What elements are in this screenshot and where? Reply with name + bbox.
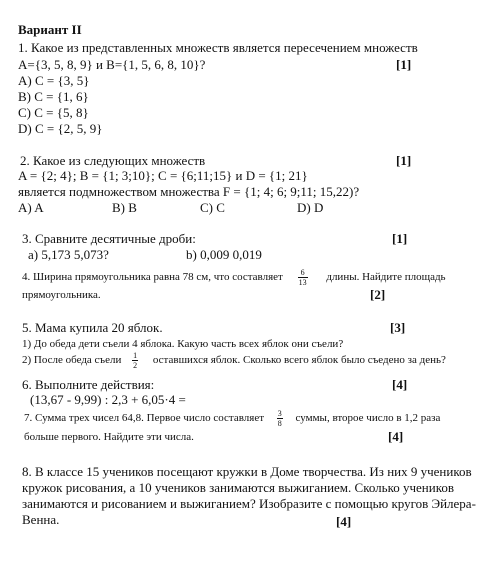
q7-line-2: больше первого. Найдите эти числа.	[24, 431, 194, 443]
q3-line-1: 3. Сравните десятичные дроби:	[22, 231, 196, 246]
q1-line-2: A={3, 5, 8, 9} и B={1, 5, 6, 8, 10}?	[18, 57, 206, 72]
q5-fraction-numerator: 1	[133, 351, 138, 360]
variant-title: Вариант II	[18, 22, 82, 37]
q2-line-3: является подмножеством множества F = {1; 4; 6; 9;11; 15,22)?	[18, 184, 360, 199]
q7-text-pre: 7. Сумма трех чисел 64,8. Первое число составляет	[24, 412, 265, 425]
q4-fraction-denominator: 13	[298, 278, 307, 287]
q3-marks: [1]	[392, 231, 408, 246]
q2-line-1: 2. Какое из следующих множеств	[20, 153, 206, 168]
q4-line-1	[22, 268, 446, 287]
q5-sub-1: 1) До обеда дети съели 4 яблока. Какую часть всех яблок они съели?	[22, 338, 344, 350]
q7-line-1	[24, 409, 440, 428]
q5-fraction-denominator: 2	[133, 361, 138, 370]
q2-line-2: A = {2; 4}; B = {1; 3;10}; C = {6;11;15} и D = {1; 21}	[18, 168, 308, 183]
q8-line-1: 8. В классе 15 учеников посещают кружки в Доме творчества. Из них 9 учеников	[22, 464, 472, 479]
q8-marks: [4]	[336, 514, 352, 529]
q4-line-2: прямоугольника.	[22, 289, 101, 301]
q8-line-3: занимаются и рисованием и выжиганием? Изобразите с помощью кругов Эйлера-	[22, 496, 476, 511]
q5-fraction	[132, 351, 138, 370]
q7-fraction-denominator: 8	[277, 419, 282, 428]
q2-option-b: B) B	[112, 200, 137, 215]
q2-marks: [1]	[396, 153, 412, 168]
q1-marks: [1]	[396, 57, 412, 72]
q4-fraction-numerator: 6	[298, 268, 308, 278]
q8-line-2: кружок рисования, а 10 учеников занимаются выжиганием. Сколько учеников	[22, 480, 455, 495]
q1-option-b: B) C = {1, 6}	[18, 89, 89, 104]
q1-option-a: A) C = {3, 5}	[18, 73, 90, 88]
q5-sub-2	[22, 351, 446, 370]
q7-marks: [4]	[388, 429, 404, 444]
q4-fraction	[298, 268, 308, 287]
q6-marks: [4]	[392, 377, 408, 392]
q3-item-a: a) 5,173 5,073?	[28, 247, 109, 262]
q2-option-a: A) A	[18, 200, 44, 215]
q3-item-b: b) 0,009 0,019	[186, 247, 262, 262]
q6-expression: (13,67 - 9,99) : 2,3 + 6,05·4 =	[30, 392, 186, 407]
q5-sub-2-post: оставшихся яблок. Сколько всего яблок было съедено за день?	[152, 354, 446, 367]
q7-text-post: суммы, второе число в 1,2 раза	[295, 412, 441, 425]
q1-option-c: C) C = {5, 8}	[18, 105, 89, 120]
q5-line-1: 5. Мама купила 20 яблок.	[22, 320, 163, 335]
q8-line-4: Венна.	[22, 512, 60, 527]
q2-option-c: C) C	[200, 200, 225, 215]
q5-marks: [3]	[390, 320, 406, 335]
q4-text-post: длины. Найдите площадь	[326, 271, 446, 284]
q2-option-d: D) D	[297, 200, 324, 215]
q4-marks: [2]	[370, 287, 386, 302]
q1-line-1: 1. Какое из представленных множеств является пересечением множеств	[18, 40, 418, 55]
q1-option-d: D) C = {2, 5, 9}	[18, 121, 103, 136]
q5-sub-2-pre: 2) После обеда съели	[22, 354, 122, 367]
q7-fraction	[277, 409, 283, 428]
q4-text-pre: 4. Ширина прямоугольника равна 78 см, что составляет	[22, 271, 283, 284]
q6-line-1: 6. Выполните действия:	[22, 377, 155, 392]
q7-fraction-numerator: 3	[277, 409, 282, 418]
